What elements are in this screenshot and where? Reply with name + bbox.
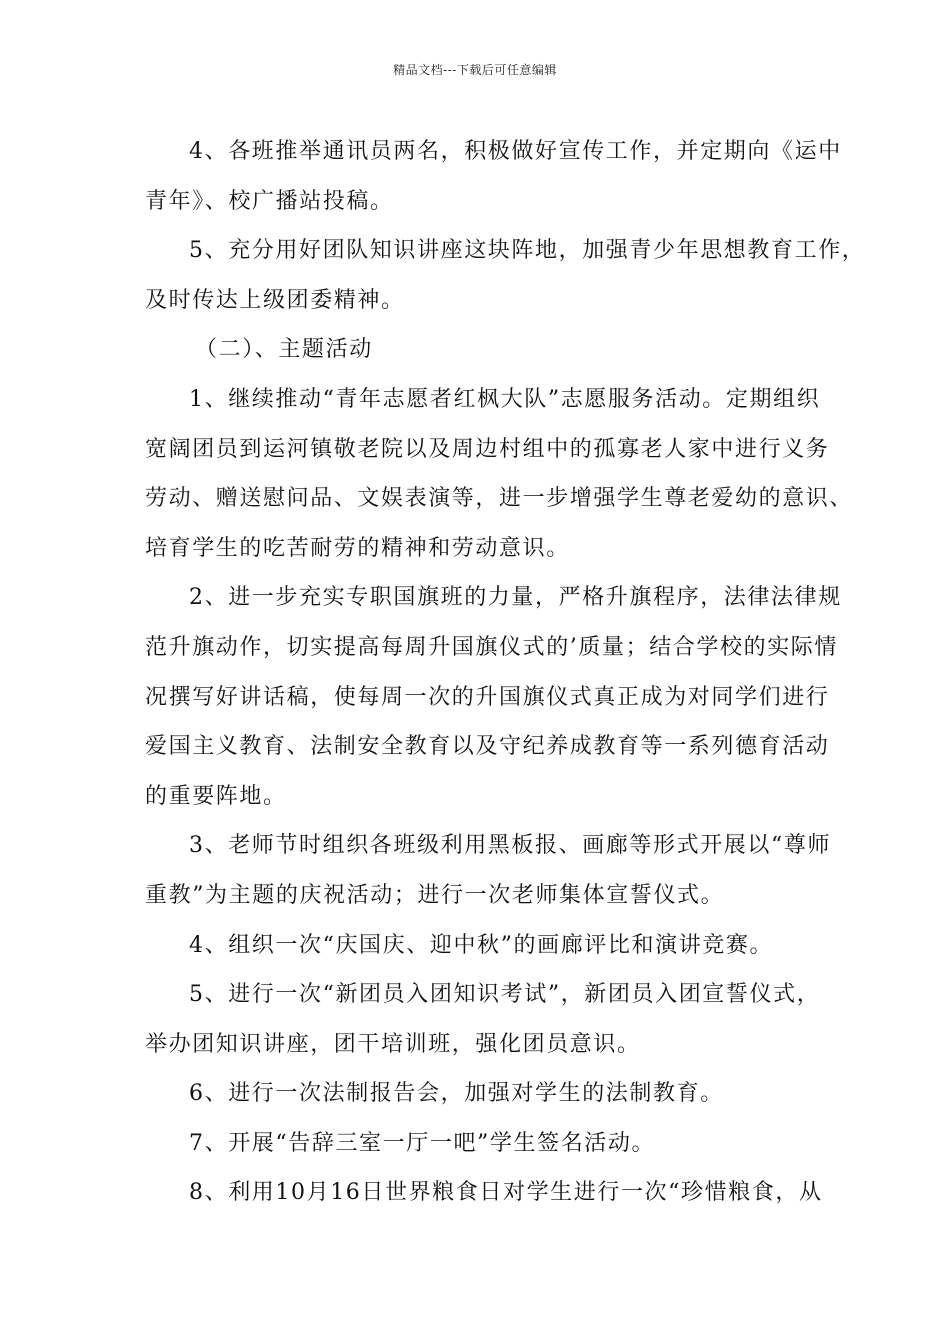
paragraph-line: 青年》、校广播站投稿。 bbox=[145, 188, 394, 214]
paragraph-line: 3、老师节时组织各班级利用黑板报、画廊等形式开展以“尊师 bbox=[189, 833, 832, 859]
paragraph-line: 1、继续推动“青年志愿者红枫大队”志愿服务活动。定期组织 bbox=[189, 386, 821, 412]
paragraph-line: 6、进行一次法制报告会，加强对学生的法制教育。 bbox=[189, 1081, 724, 1107]
paragraph-line: 4、各班推举通讯员两名，积极做好宣传工作，并定期向《运中 bbox=[189, 139, 842, 164]
paragraph-line: 培育学生的吃苦耐劳的精神和劳动意识。 bbox=[145, 535, 570, 561]
paragraph-line: 7、开展“告辞三室一厅一吧”学生签名活动。 bbox=[189, 1130, 656, 1156]
paragraph-line: 重教”为主题的庆祝活动；进行一次老师集体宣誓仪式。 bbox=[145, 882, 725, 908]
paragraph-line: 及时传达上级团委精神。 bbox=[145, 287, 405, 313]
paragraph-line: 2、进一步充实专职国旗班的力量，严格升旗程序，法律法律规 bbox=[189, 585, 842, 611]
paragraph-line: 范升旗动作，切实提高每周升国旗仪式的’质量；结合学校的实际情 bbox=[145, 634, 838, 660]
paragraph-line: 8、利用10月16日世界粮食日对学生进行一次“珍惜粮食，从 bbox=[189, 1180, 823, 1206]
paragraph-line: 5、进行一次“新团员入团知识考试”，新团员入团宣誓仪式， bbox=[189, 982, 821, 1008]
paragraph-line: 况撰写好讲话稿，使每周一次的升国旗仪式真正成为对同学们进行 bbox=[145, 684, 830, 710]
paragraph-line: 爱国主义教育、法制安全教育以及守纪养成教育等一系列德育活动 bbox=[145, 734, 830, 760]
paragraph-line: 5、充分用好团队知识讲座这块阵地，加强青少年思想教育工作， bbox=[189, 238, 866, 264]
paragraph-line: 的重要阵地。 bbox=[145, 783, 287, 809]
paragraph-line: 劳动、赠送慰问品、文娱表演等，进一步增强学生尊老爱幼的意识、 bbox=[145, 486, 854, 512]
paragraph-line: 举办团知识讲座，团干培训班，强化团员意识。 bbox=[145, 1031, 641, 1057]
section-heading: （二）、主题活动 bbox=[195, 337, 373, 363]
paragraph-line: 4、组织一次“庆国庆、迎中秋”的画廊评比和演讲竞赛。 bbox=[189, 932, 774, 958]
document-body bbox=[145, 128, 866, 1219]
paragraph-line: 宽阔团员到运河镇敬老院以及周边村组中的孤寡老人家中进行义务 bbox=[145, 436, 830, 462]
page-header: 精品文档---下载后可任意编辑 bbox=[393, 63, 557, 77]
